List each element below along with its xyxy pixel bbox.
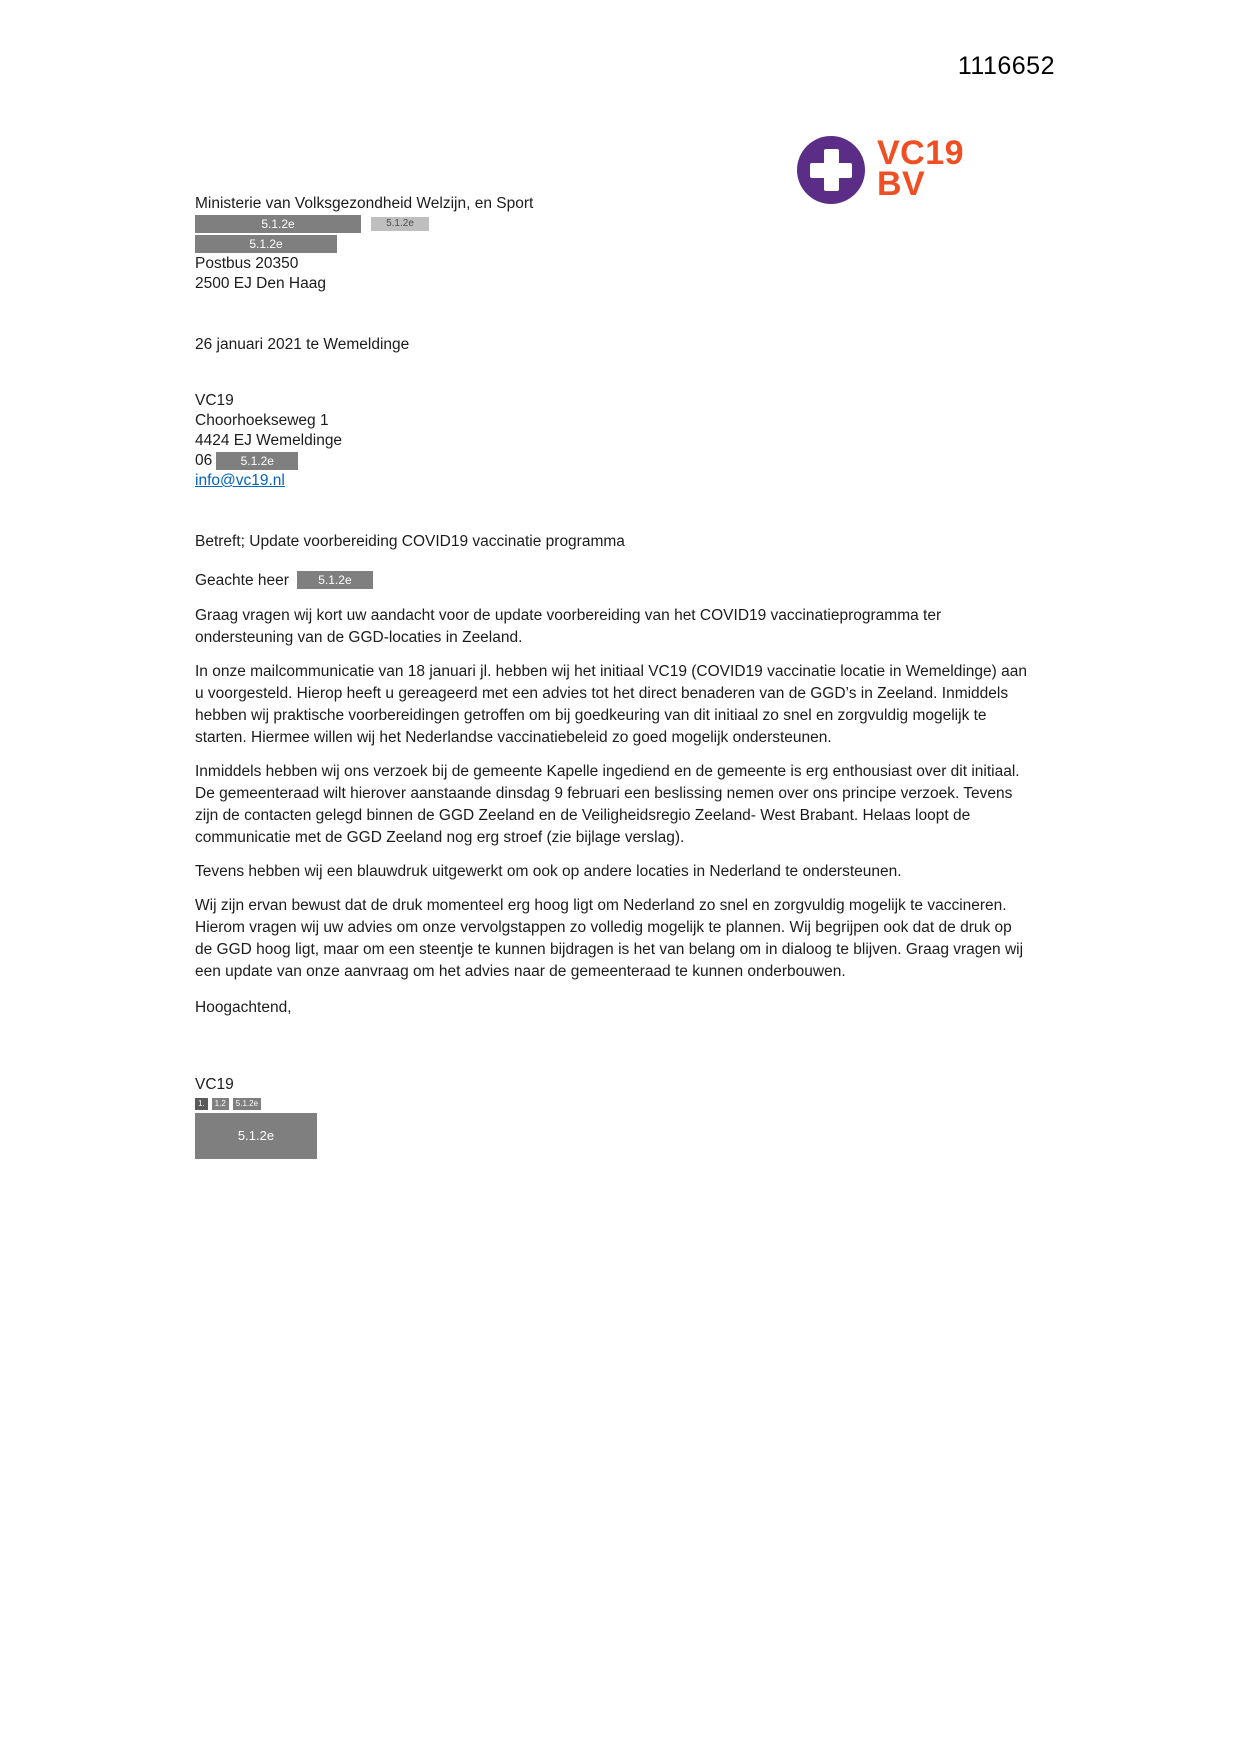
document-number: 1116652 bbox=[957, 52, 1055, 80]
sender-phone-row bbox=[195, 451, 1027, 471]
signature-redaction-block: 5.1.2e bbox=[195, 1113, 317, 1159]
date-line: 26 januari 2021 te Wemeldinge bbox=[195, 336, 410, 353]
subject-line: Betreft; Update voorbereiding COVID19 vaccinatie programma bbox=[195, 533, 625, 550]
letter-body bbox=[195, 605, 1027, 983]
redaction-bar: 1.2 bbox=[212, 1098, 229, 1110]
signature-company: VC19 bbox=[195, 1076, 234, 1093]
redaction-bar: 5.1.2e bbox=[216, 452, 298, 470]
recipient-redaction-row-1 bbox=[195, 214, 1027, 234]
recipient-redaction-row-2 bbox=[195, 234, 1027, 254]
letter-paragraph: Graag vragen wij kort uw aandacht voor de update voorbereiding van het COVID19 vaccinatieprogramma ter ondersteuning van de GGD-locaties in Zeeland. bbox=[195, 607, 942, 646]
redaction-bar: 5.1.2e bbox=[195, 235, 337, 253]
letter-paragraph: Wij zijn ervan bewust dat de druk momenteel erg hoog ligt om Nederland zo snel en zorgvuldig mogelijk te vaccineren. Hierom vragen wij uw advies om onze vervolgstappen zo volledig mogelijk te plannen. Wij begrijpen ook dat de druk op de GGD hoog ligt, maar om een steentje te kunnen bijdragen is het van belang om in dialoog te blijven. Graag vragen wij een update van onze aanvraag om het advies naar de gemeenteraad te kunnen onderbouwen. bbox=[195, 897, 1024, 980]
sender-city: 4424 EJ Wemeldinge bbox=[195, 432, 343, 449]
phone-prefix: 06 bbox=[195, 452, 213, 469]
logo-line1: VC19 bbox=[877, 134, 965, 172]
letter-paragraph: Inmiddels hebben wij ons verzoek bij de gemeente Kapelle ingediend en de gemeente is erg enthousiast over dit initiaal. De gemeenteraad wilt hierover aanstaande dinsdag 9 februari een beslissing nemen over ons principe verzoek. Tevens zijn de contacten gelegd binnen de GGD Zeeland en de Veiligheidsregio Zeeland- West Brabant. Helaas loopt de communicatie met de GGD Zeeland nog erg stroef (zie bijlage verslag). bbox=[195, 763, 1020, 846]
sender-name: VC19 bbox=[195, 392, 234, 409]
signature-block bbox=[195, 1075, 1027, 1159]
signature-redaction-row bbox=[195, 1097, 1027, 1110]
sender-email-link[interactable]: info@vc19.nl bbox=[195, 472, 285, 489]
letter-paragraph: Tevens hebben wij een blauwdruk uitgewerkt om ook op andere locaties in Nederland te ondersteunen. bbox=[195, 863, 902, 880]
recipient-postbus: Postbus 20350 bbox=[195, 255, 299, 272]
recipient-ministry: Ministerie van Volksgezondheid Welzijn, en Sport bbox=[195, 195, 534, 212]
sender-street: Choorhoekseweg 1 bbox=[195, 412, 329, 429]
letter-paragraph: In onze mailcommunicatie van 18 januari jl. hebben wij het initiaal VC19 (COVID19 vaccinatie locatie in Wemeldinge) aan u voorgesteld. Hierop heeft u gereageerd met een advies tot het direct benaderen van de GGD’s in Zeeland. Inmiddels hebben wij praktische voorbereidingen getroffen om bij goedkeuring van dit initiaal zo snel en zorgvuldig mogelijk te starten. Hiermee willen wij het Nederlandse vaccinatiebeleid zo goed mogelijk ondersteunen. bbox=[195, 663, 1027, 746]
recipient-address-block bbox=[195, 194, 1027, 294]
closing-line: Hoogachtend, bbox=[195, 999, 292, 1016]
recipient-city: 2500 EJ Den Haag bbox=[195, 275, 326, 292]
logo-wordmark bbox=[877, 134, 965, 203]
letter-content bbox=[195, 194, 1027, 1159]
salutation-row bbox=[195, 569, 1027, 591]
redaction-bar: 1. bbox=[195, 1098, 208, 1110]
logo-line2: BV bbox=[877, 165, 926, 203]
sender-address-block bbox=[195, 391, 1027, 491]
redaction-bar: 5.1.2e bbox=[371, 217, 429, 231]
redaction-bar: 5.1.2e bbox=[297, 571, 373, 589]
redaction-bar: 5.1.2e bbox=[233, 1098, 261, 1110]
salutation-text: Geachte heer bbox=[195, 571, 289, 589]
redaction-bar: 5.1.2e bbox=[195, 215, 361, 233]
